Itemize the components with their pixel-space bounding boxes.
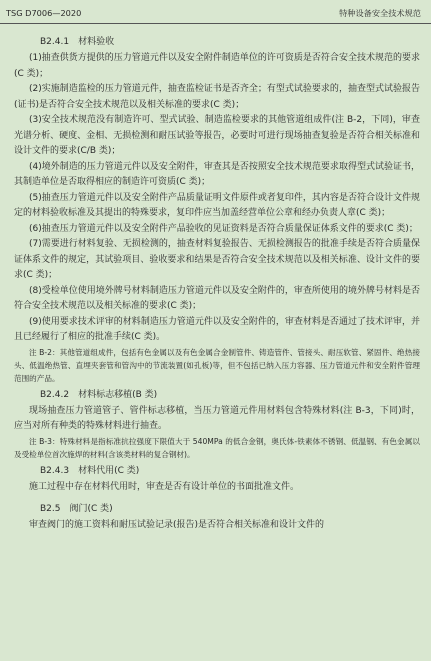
spacer: [14, 495, 420, 503]
paragraph: 审查阀门的施工资料和耐压试验记录(报告)是否符合相关标准和设计文件的: [29, 520, 325, 530]
section-heading: B2.4.2 材料标志移植(B 类): [40, 389, 158, 400]
section-heading: B2.4.3 材料代用(C 类): [40, 465, 140, 476]
paragraph: 施工过程中存在材料代用时，审查是否有设计单位的书面批准文件。: [29, 481, 300, 492]
paragraph: (7)需要进行材料复验、无损检测的，抽查材料复验报告、无损检测报告的批准手续是否符合质量保证体系文件的规定，其试验项目、验收要求和结果是否符合安全技术规范以及相关标准、设计文件的要求(C 类)；: [14, 239, 420, 280]
document-series-title: 特种设备安全技术规范: [339, 8, 421, 18]
section-heading: B2.5 阀门(C 类): [40, 504, 113, 514]
paragraph: (3)安全技术规范没有制造许可、型式试验、制造监检要求的其他管道组成件(注 B-2，下同)，审查光谱分析、硬度、金相、无损检测和耐压试验等报告，必要时可进行现场抽查复验是否符合相关标准和设计文件的要求(C/B 类)；: [14, 115, 420, 156]
document-body: [14, 36, 420, 534]
paragraph: (8)受检单位使用境外牌号材料制造压力管道元件以及安全附件的，审查所使用的境外牌号材料是否符合安全技术规范以及相关标准的要求(C 类)；: [14, 285, 420, 311]
paragraph: (4)境外制造的压力管道元件以及安全附件，审查其是否按照安全技术规范要求取得型式试验证书，其制造单位是否取得相应的制造许可资质(C 类)；: [14, 161, 420, 187]
paragraph: (6)抽查压力管道元件以及安全附件产品验收的见证资料是否符合质量保证体系文件的要求(C 类)；: [29, 223, 418, 234]
paragraph: (1)抽查供货方提供的压力管道元件以及安全附件制造单位的许可资质是否符合安全技术规范的要求(C 类)；: [14, 53, 420, 79]
document-code: TSG D7006—2020: [6, 8, 82, 18]
paragraph: (2)实施制造监检的压力管道元件，抽查监检证书是否齐全；有型式试验要求的，抽查型式试验报告(证书)是否符合安全技术规范以及相关标准的要求(C 类)；: [14, 84, 420, 110]
paragraph: (5)抽查压力管道元件以及安全附件产品质量证明文件原件或者复印件，其内容是否符合设计文件规定的材料验收标准及其提出的特殊要求，复印件应当加盖经营单位公章和经办负责人章(C 类)；: [14, 192, 420, 218]
note: 注 B-3：特殊材料是指标准抗拉强度下限值大于 540MPa 的低合金钢，奥氏体-铁素体不锈钢、低温钢、有色金属以及受检单位首次施焊的材料(含该类材料的复合钢材)。: [14, 436, 420, 459]
note: 注 B-2：其他管道组成件，包括有色金属以及有色金属合金制管件、铸造管件、管接头、耐压软管、紧固件、绝热接头、低温绝热管、直埋夹套管和管沟中的节流装置(如孔板)等，但不包括已纳入压力容器、压力管道元件和安全附件管理范围的产品。: [14, 347, 420, 383]
section-heading: B2.4.1 材料验收: [40, 37, 115, 47]
paragraph: (9)使用要求技术评审的材料制造压力管道元件以及安全附件的，审查材料是否通过了技术评审，并且已经履行了相应的批准手续(C 类)。: [14, 316, 420, 342]
header-rule: [0, 23, 431, 24]
page-header: [6, 6, 421, 20]
paragraph: 现场抽查压力管道管子、管件标志移植，当压力管道元件用材料包含特殊材料(注 B-3，下同)时，应当对所有种类的特殊材料进行抽查。: [14, 405, 420, 431]
